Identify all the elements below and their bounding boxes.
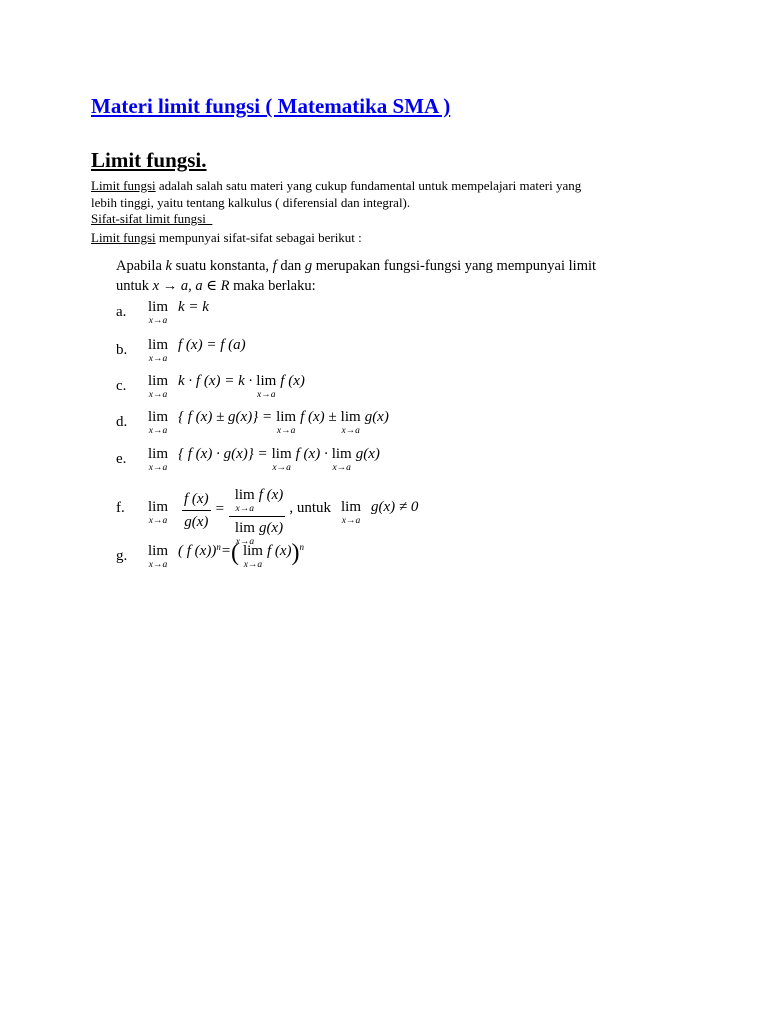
limit-fungsi-link[interactable]: Limit fungsi <box>91 178 156 193</box>
theorem-intro-line-1: Apabila k suatu konstanta, f dan g merupakan fungsi-fungsi yang mempunyai limit <box>116 258 597 274</box>
limit-operator: lim x→a <box>242 543 263 570</box>
formula-label: e. <box>116 451 127 467</box>
formula-f <box>116 486 676 546</box>
theorem-intro <box>116 256 676 296</box>
formula-expression: lim x→a f (x) = f (a) <box>148 337 246 364</box>
formula-b <box>116 336 676 372</box>
formula-g <box>116 542 676 578</box>
formula-a <box>116 298 676 334</box>
fraction-right: lim x→a f (x) lim x→a g(x) <box>229 486 286 547</box>
formula-expression: lim x→a $\frac{f (x)}{g(x)}$ = lim x→a f (x) lim x→a g(x) , untuk lim x→a g(x) ≠ 0 <box>148 487 419 547</box>
intro-paragraph <box>91 177 681 211</box>
limit-operator: lim x→a <box>148 409 169 436</box>
limit-operator: lim x→a <box>148 373 169 400</box>
formula-expression: lim x→a k = k <box>148 299 209 326</box>
limit-operator: lim x→a <box>148 499 169 526</box>
section-heading: Limit fungsi. <box>91 148 207 172</box>
formula-label: d. <box>116 414 128 430</box>
formula-expression: lim x→a k · f (x) = k · lim x→a f (x) <box>148 373 305 400</box>
theorem-intro-line-2: untuk x → a, a ∈ R maka berlaku: <box>116 278 316 294</box>
limit-operator: lim x→a <box>276 409 297 436</box>
formula-d <box>116 408 676 444</box>
formula-c <box>116 372 676 408</box>
limit-fungsi-link-2[interactable]: Limit fungsi <box>91 230 156 245</box>
paragraph-text-1: adalah salah satu materi yang cukup fundamental untuk mempelajari materi yang <box>155 178 582 193</box>
properties-paragraph <box>91 229 681 246</box>
properties-intro-text: mempunyai sifat-sifat sebagai berikut : <box>155 230 362 245</box>
formula-expression: lim x→a { f (x) · g(x)} = lim x→a f (x) · lim x→a g(x) <box>148 446 380 473</box>
limit-operator: lim x→a <box>271 446 292 473</box>
formula-label: b. <box>116 342 128 358</box>
document-title-link[interactable]: Materi limit fungsi ( Matematika SMA ) <box>91 94 451 118</box>
limit-operator: lim x→a <box>148 543 169 570</box>
formula-label: a. <box>116 304 127 320</box>
limit-operator: lim x→a <box>148 337 169 364</box>
formula-e <box>116 445 676 481</box>
formula-label: g. <box>116 548 128 564</box>
limit-operator: lim x→a <box>148 446 169 473</box>
limit-operator: lim x→a <box>340 409 361 436</box>
sub-heading-sifat[interactable]: Sifat-sifat limit fungsi <box>91 211 213 226</box>
formula-expression: lim x→a { f (x) ± g(x)} = lim x→a f (x) ± lim x→a g(x) <box>148 409 389 436</box>
limit-operator: lim x→a <box>148 299 169 326</box>
limit-operator: lim x→a <box>340 499 361 526</box>
formula-label: f. <box>116 500 125 516</box>
formula-expression: lim x→a ( f (x)) n = ( lim x→a f (x) ) n <box>148 540 305 570</box>
limit-operator: lim x→a <box>256 373 277 400</box>
formula-label: c. <box>116 378 127 394</box>
limit-operator: lim x→a <box>331 446 352 473</box>
paragraph-text-2: lebih tinggi, yaitu tentang kalkulus ( diferensial dan integral). <box>91 195 411 210</box>
fraction-left: $\frac{f (x)}{g(x)}$ <box>184 491 209 530</box>
